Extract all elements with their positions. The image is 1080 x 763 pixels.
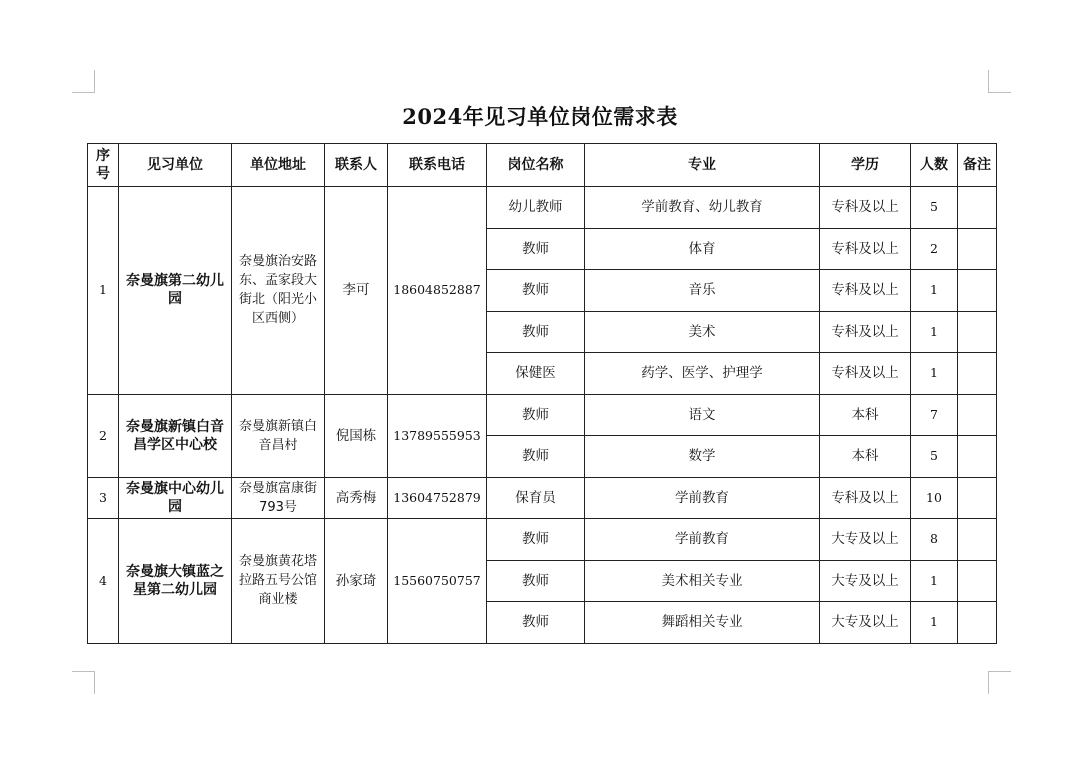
cell-position: 教师 xyxy=(487,228,585,270)
cell-count: 7 xyxy=(911,394,958,436)
cell-contact: 孙家琦 xyxy=(325,519,388,644)
cell-education: 专科及以上 xyxy=(820,187,911,229)
cell-contact: 高秀梅 xyxy=(325,477,388,519)
cell-address: 奈曼旗黄花塔拉路五号公馆商业楼 xyxy=(232,519,325,644)
cell-major: 舞蹈相关专业 xyxy=(585,602,820,644)
header-major: 专业 xyxy=(585,144,820,187)
cell-position: 教师 xyxy=(487,519,585,561)
cell-phone: 18604852887 xyxy=(388,187,487,395)
header-remark: 备注 xyxy=(958,144,997,187)
table-row xyxy=(88,519,997,561)
cell-major: 学前教育、幼儿教育 xyxy=(585,187,820,229)
cell-count: 5 xyxy=(911,187,958,229)
position-demand-table xyxy=(87,143,997,644)
cell-count: 1 xyxy=(911,602,958,644)
cell-remark xyxy=(958,602,997,644)
cell-major: 学前教育 xyxy=(585,477,820,519)
cell-position: 教师 xyxy=(487,602,585,644)
header-unit: 见习单位 xyxy=(119,144,232,187)
cell-position: 教师 xyxy=(487,394,585,436)
cell-remark xyxy=(958,560,997,602)
cell-address: 奈曼旗新镇白音昌村 xyxy=(232,394,325,477)
cell-unit: 奈曼旗新镇白音昌学区中心校 xyxy=(119,394,232,477)
cell-major: 学前教育 xyxy=(585,519,820,561)
table-header-row xyxy=(88,144,997,187)
cell-major: 美术 xyxy=(585,311,820,353)
cell-education: 大专及以上 xyxy=(820,519,911,561)
cell-major: 体育 xyxy=(585,228,820,270)
cell-education: 专科及以上 xyxy=(820,270,911,312)
table-row xyxy=(88,394,997,436)
cell-position: 教师 xyxy=(487,436,585,478)
cell-phone: 15560750757 xyxy=(388,519,487,644)
cell-unit: 奈曼旗第二幼儿园 xyxy=(119,187,232,395)
cell-address: 奈曼旗富康街793号 xyxy=(232,477,325,519)
cell-education: 本科 xyxy=(820,394,911,436)
cell-count: 2 xyxy=(911,228,958,270)
crop-mark-top-right xyxy=(988,70,1011,93)
cell-phone: 13789555953 xyxy=(388,394,487,477)
cell-count: 1 xyxy=(911,311,958,353)
cell-seq: 3 xyxy=(88,477,119,519)
cell-count: 1 xyxy=(911,270,958,312)
cell-education: 大专及以上 xyxy=(820,602,911,644)
cell-remark xyxy=(958,477,997,519)
cell-remark xyxy=(958,353,997,395)
cell-seq: 4 xyxy=(88,519,119,644)
crop-mark-top-left xyxy=(72,70,95,93)
cell-position: 保育员 xyxy=(487,477,585,519)
cell-unit: 奈曼旗大镇蓝之星第二幼儿园 xyxy=(119,519,232,644)
cell-seq: 1 xyxy=(88,187,119,395)
cell-count: 1 xyxy=(911,560,958,602)
table-row xyxy=(88,187,997,229)
header-phone: 联系电话 xyxy=(388,144,487,187)
cell-education: 本科 xyxy=(820,436,911,478)
cell-major: 美术相关专业 xyxy=(585,560,820,602)
cell-count: 5 xyxy=(911,436,958,478)
cell-major: 药学、医学、护理学 xyxy=(585,353,820,395)
cell-phone: 13604752879 xyxy=(388,477,487,519)
header-seq: 序号 xyxy=(88,144,119,187)
cell-remark xyxy=(958,519,997,561)
cell-address: 奈曼旗治安路东、孟家段大街北（阳光小区西侧） xyxy=(232,187,325,395)
cell-position: 教师 xyxy=(487,270,585,312)
cell-position: 教师 xyxy=(487,311,585,353)
cell-remark xyxy=(958,436,997,478)
cell-position: 教师 xyxy=(487,560,585,602)
cell-education: 专科及以上 xyxy=(820,311,911,353)
cell-count: 1 xyxy=(911,353,958,395)
crop-mark-bottom-left xyxy=(72,671,95,694)
cell-major: 语文 xyxy=(585,394,820,436)
cell-contact: 倪国栋 xyxy=(325,394,388,477)
cell-position: 幼儿教师 xyxy=(487,187,585,229)
header-address: 单位地址 xyxy=(232,144,325,187)
cell-remark xyxy=(958,311,997,353)
cell-seq: 2 xyxy=(88,394,119,477)
header-education: 学历 xyxy=(820,144,911,187)
header-contact: 联系人 xyxy=(325,144,388,187)
cell-remark xyxy=(958,228,997,270)
header-position: 岗位名称 xyxy=(487,144,585,187)
cell-contact: 李可 xyxy=(325,187,388,395)
cell-remark xyxy=(958,394,997,436)
cell-count: 8 xyxy=(911,519,958,561)
cell-major: 音乐 xyxy=(585,270,820,312)
cell-remark xyxy=(958,187,997,229)
document-title: 2024年见习单位岗位需求表 xyxy=(402,104,678,129)
cell-unit: 奈曼旗中心幼儿园 xyxy=(119,477,232,519)
cell-count: 10 xyxy=(911,477,958,519)
header-count: 人数 xyxy=(911,144,958,187)
cell-education: 专科及以上 xyxy=(820,353,911,395)
cell-education: 大专及以上 xyxy=(820,560,911,602)
crop-mark-bottom-right xyxy=(988,671,1011,694)
table-row xyxy=(88,477,997,519)
cell-remark xyxy=(958,270,997,312)
cell-major: 数学 xyxy=(585,436,820,478)
cell-education: 专科及以上 xyxy=(820,477,911,519)
cell-position: 保健医 xyxy=(487,353,585,395)
cell-education: 专科及以上 xyxy=(820,228,911,270)
